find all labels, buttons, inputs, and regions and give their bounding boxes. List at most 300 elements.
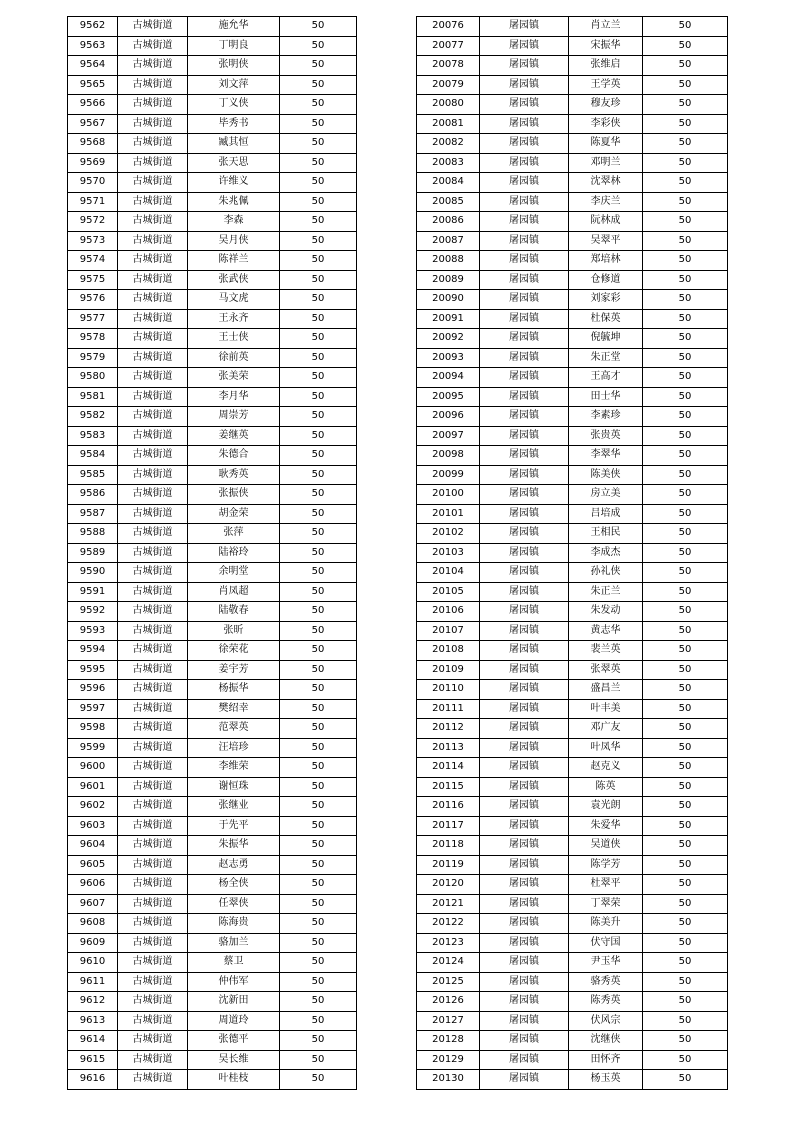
amount-cell: 50 — [280, 699, 357, 719]
amount-cell: 50 — [280, 602, 357, 622]
district-cell: 屠园镇 — [480, 621, 569, 641]
district-cell: 古城街道 — [118, 699, 188, 719]
district-cell: 古城街道 — [118, 504, 188, 524]
district-cell: 古城街道 — [118, 212, 188, 232]
table-row — [68, 641, 357, 661]
district-cell: 古城街道 — [118, 524, 188, 544]
name-cell: 李维荣 — [188, 758, 280, 778]
district-cell: 古城街道 — [118, 95, 188, 115]
name-cell: 朱德合 — [188, 446, 280, 466]
table-row — [68, 426, 357, 446]
amount-cell: 50 — [280, 17, 357, 37]
name-cell: 张振侠 — [188, 485, 280, 505]
serial-number-cell: 20100 — [417, 485, 480, 505]
district-cell: 屠园镇 — [480, 1031, 569, 1051]
serial-number-cell: 20081 — [417, 114, 480, 134]
name-cell: 丁明良 — [188, 36, 280, 56]
table-row — [417, 641, 728, 661]
name-cell: 陈秀英 — [569, 992, 643, 1012]
name-cell: 陈学芳 — [569, 855, 643, 875]
name-cell: 陈美侠 — [569, 465, 643, 485]
name-cell: 肖立兰 — [569, 17, 643, 37]
name-cell: 田士华 — [569, 387, 643, 407]
amount-cell: 50 — [280, 582, 357, 602]
table-row — [68, 368, 357, 388]
amount-cell: 50 — [280, 836, 357, 856]
district-cell: 屠园镇 — [480, 641, 569, 661]
table-row — [417, 446, 728, 466]
table-row — [417, 758, 728, 778]
serial-number-cell: 9572 — [68, 212, 118, 232]
name-cell: 伏守国 — [569, 933, 643, 953]
serial-number-cell: 20121 — [417, 894, 480, 914]
district-cell: 古城街道 — [118, 368, 188, 388]
serial-number-cell: 9605 — [68, 855, 118, 875]
amount-cell: 50 — [280, 797, 357, 817]
table-row — [417, 1050, 728, 1070]
amount-cell: 50 — [643, 36, 728, 56]
table-row — [68, 875, 357, 895]
name-cell: 田怀齐 — [569, 1050, 643, 1070]
name-cell: 盛昌兰 — [569, 680, 643, 700]
table-row — [417, 777, 728, 797]
amount-cell: 50 — [643, 758, 728, 778]
serial-number-cell: 20129 — [417, 1050, 480, 1070]
district-cell: 古城街道 — [118, 660, 188, 680]
district-cell: 古城街道 — [118, 953, 188, 973]
table-row — [68, 231, 357, 251]
district-cell: 屠园镇 — [480, 192, 569, 212]
district-cell: 古城街道 — [118, 1070, 188, 1090]
amount-cell: 50 — [643, 134, 728, 154]
district-cell: 屠园镇 — [480, 797, 569, 817]
amount-cell: 50 — [280, 368, 357, 388]
amount-cell: 50 — [643, 699, 728, 719]
name-cell: 张德平 — [188, 1031, 280, 1051]
name-cell: 李彩侠 — [569, 114, 643, 134]
serial-number-cell: 9602 — [68, 797, 118, 817]
amount-cell: 50 — [280, 933, 357, 953]
table-row — [417, 75, 728, 95]
district-cell: 古城街道 — [118, 543, 188, 563]
amount-cell: 50 — [280, 953, 357, 973]
table-row — [417, 660, 728, 680]
serial-number-cell: 9579 — [68, 348, 118, 368]
district-cell: 古城街道 — [118, 56, 188, 76]
amount-cell: 50 — [643, 777, 728, 797]
serial-number-cell: 20095 — [417, 387, 480, 407]
amount-cell: 50 — [643, 894, 728, 914]
district-cell: 古城街道 — [118, 914, 188, 934]
district-cell: 屠园镇 — [480, 173, 569, 193]
amount-cell: 50 — [643, 348, 728, 368]
name-cell: 樊绍幸 — [188, 699, 280, 719]
serial-number-cell: 9599 — [68, 738, 118, 758]
amount-cell: 50 — [643, 1070, 728, 1090]
district-cell: 屠园镇 — [480, 465, 569, 485]
district-cell: 古城街道 — [118, 329, 188, 349]
serial-number-cell: 20109 — [417, 660, 480, 680]
name-cell: 邓广友 — [569, 719, 643, 739]
amount-cell: 50 — [280, 231, 357, 251]
table-row — [417, 290, 728, 310]
name-cell: 阮林成 — [569, 212, 643, 232]
serial-number-cell: 20123 — [417, 933, 480, 953]
name-cell: 臧其恒 — [188, 134, 280, 154]
serial-number-cell: 9585 — [68, 465, 118, 485]
name-cell: 周道玲 — [188, 1011, 280, 1031]
table-row — [417, 719, 728, 739]
district-cell: 屠园镇 — [480, 875, 569, 895]
district-cell: 屠园镇 — [480, 914, 569, 934]
name-cell: 姜宇芳 — [188, 660, 280, 680]
amount-cell: 50 — [643, 797, 728, 817]
table-row — [417, 953, 728, 973]
name-cell: 陈美升 — [569, 914, 643, 934]
amount-cell: 50 — [643, 231, 728, 251]
amount-cell: 50 — [280, 348, 357, 368]
table-row — [68, 290, 357, 310]
name-cell: 沈新田 — [188, 992, 280, 1012]
table-row — [68, 36, 357, 56]
name-cell: 于先平 — [188, 816, 280, 836]
table-row — [68, 699, 357, 719]
district-cell: 屠园镇 — [480, 56, 569, 76]
table-row — [417, 329, 728, 349]
amount-cell: 50 — [280, 563, 357, 583]
district-cell: 古城街道 — [118, 465, 188, 485]
district-cell: 古城街道 — [118, 836, 188, 856]
district-cell: 屠园镇 — [480, 309, 569, 329]
amount-cell: 50 — [280, 192, 357, 212]
district-cell: 屠园镇 — [480, 719, 569, 739]
district-cell: 古城街道 — [118, 446, 188, 466]
table-row — [68, 777, 357, 797]
name-cell: 王学英 — [569, 75, 643, 95]
district-cell: 古城街道 — [118, 992, 188, 1012]
table-row — [417, 36, 728, 56]
name-cell: 骆秀英 — [569, 972, 643, 992]
name-cell: 毕秀书 — [188, 114, 280, 134]
name-cell: 张继业 — [188, 797, 280, 817]
name-cell: 刘文萍 — [188, 75, 280, 95]
serial-number-cell: 20085 — [417, 192, 480, 212]
name-cell: 李素珍 — [569, 407, 643, 427]
serial-number-cell: 20093 — [417, 348, 480, 368]
district-cell: 屠园镇 — [480, 738, 569, 758]
name-cell: 裴兰英 — [569, 641, 643, 661]
district-cell: 屠园镇 — [480, 153, 569, 173]
table-row — [417, 992, 728, 1012]
district-cell: 屠园镇 — [480, 75, 569, 95]
amount-cell: 50 — [280, 1070, 357, 1090]
serial-number-cell: 9570 — [68, 173, 118, 193]
serial-number-cell: 9573 — [68, 231, 118, 251]
amount-cell: 50 — [280, 56, 357, 76]
amount-cell: 50 — [280, 329, 357, 349]
table-row — [417, 465, 728, 485]
table-row — [68, 1070, 357, 1090]
name-cell: 杨玉英 — [569, 1070, 643, 1090]
name-cell: 赵志勇 — [188, 855, 280, 875]
district-cell: 屠园镇 — [480, 270, 569, 290]
serial-number-cell: 20103 — [417, 543, 480, 563]
table-row — [417, 1011, 728, 1031]
serial-number-cell: 9583 — [68, 426, 118, 446]
serial-number-cell: 9603 — [68, 816, 118, 836]
serial-number-cell: 20105 — [417, 582, 480, 602]
serial-number-cell: 9569 — [68, 153, 118, 173]
serial-number-cell: 20120 — [417, 875, 480, 895]
district-cell: 屠园镇 — [480, 855, 569, 875]
serial-number-cell: 20108 — [417, 641, 480, 661]
name-cell: 余明堂 — [188, 563, 280, 583]
amount-cell: 50 — [280, 738, 357, 758]
serial-number-cell: 20106 — [417, 602, 480, 622]
amount-cell: 50 — [643, 407, 728, 427]
serial-number-cell: 20107 — [417, 621, 480, 641]
serial-number-cell: 20117 — [417, 816, 480, 836]
name-cell: 吴月侠 — [188, 231, 280, 251]
serial-number-cell: 20091 — [417, 309, 480, 329]
district-cell: 屠园镇 — [480, 348, 569, 368]
name-cell: 吴翠平 — [569, 231, 643, 251]
table-row — [68, 465, 357, 485]
serial-number-cell: 9581 — [68, 387, 118, 407]
amount-cell: 50 — [643, 543, 728, 563]
table-row — [68, 855, 357, 875]
amount-cell: 50 — [643, 641, 728, 661]
amount-cell: 50 — [643, 816, 728, 836]
name-cell: 谢恒珠 — [188, 777, 280, 797]
serial-number-cell: 20112 — [417, 719, 480, 739]
amount-cell: 50 — [280, 992, 357, 1012]
district-cell: 古城街道 — [118, 719, 188, 739]
district-cell: 古城街道 — [118, 680, 188, 700]
district-cell: 古城街道 — [118, 270, 188, 290]
amount-cell: 50 — [280, 134, 357, 154]
table-row — [68, 251, 357, 271]
amount-cell: 50 — [643, 173, 728, 193]
serial-number-cell: 20092 — [417, 329, 480, 349]
serial-number-cell: 9606 — [68, 875, 118, 895]
name-cell: 李庆兰 — [569, 192, 643, 212]
serial-number-cell: 9615 — [68, 1050, 118, 1070]
amount-cell: 50 — [643, 465, 728, 485]
district-cell: 古城街道 — [118, 173, 188, 193]
serial-number-cell: 20078 — [417, 56, 480, 76]
serial-number-cell: 9611 — [68, 972, 118, 992]
name-cell: 袁光朗 — [569, 797, 643, 817]
serial-number-cell: 20088 — [417, 251, 480, 271]
serial-number-cell: 20127 — [417, 1011, 480, 1031]
table-row — [68, 992, 357, 1012]
amount-cell: 50 — [643, 387, 728, 407]
table-row — [417, 582, 728, 602]
serial-number-cell: 9571 — [68, 192, 118, 212]
serial-number-cell: 9597 — [68, 699, 118, 719]
table-row — [68, 719, 357, 739]
serial-number-cell: 9604 — [68, 836, 118, 856]
table-row — [68, 95, 357, 115]
table-row — [68, 17, 357, 37]
serial-number-cell: 9592 — [68, 602, 118, 622]
table-row — [68, 1031, 357, 1051]
amount-cell: 50 — [280, 621, 357, 641]
amount-cell: 50 — [643, 836, 728, 856]
name-cell: 张武侠 — [188, 270, 280, 290]
name-cell: 赵克义 — [569, 758, 643, 778]
table-row — [417, 797, 728, 817]
name-cell: 张维启 — [569, 56, 643, 76]
serial-number-cell: 20079 — [417, 75, 480, 95]
amount-cell: 50 — [643, 621, 728, 641]
name-cell: 汪培珍 — [188, 738, 280, 758]
amount-cell: 50 — [280, 426, 357, 446]
district-cell: 屠园镇 — [480, 524, 569, 544]
serial-number-cell: 9591 — [68, 582, 118, 602]
amount-cell: 50 — [643, 972, 728, 992]
serial-number-cell: 9567 — [68, 114, 118, 134]
name-cell: 郑培林 — [569, 251, 643, 271]
table-row — [417, 699, 728, 719]
district-cell: 屠园镇 — [480, 1070, 569, 1090]
table-row — [68, 407, 357, 427]
name-cell: 王士侠 — [188, 329, 280, 349]
name-cell: 仲伟军 — [188, 972, 280, 992]
district-cell: 古城街道 — [118, 816, 188, 836]
district-cell: 屠园镇 — [480, 836, 569, 856]
serial-number-cell: 20080 — [417, 95, 480, 115]
district-cell: 古城街道 — [118, 75, 188, 95]
amount-cell: 50 — [280, 719, 357, 739]
serial-number-cell: 20102 — [417, 524, 480, 544]
table-row — [68, 563, 357, 583]
serial-number-cell: 9586 — [68, 485, 118, 505]
amount-cell: 50 — [280, 465, 357, 485]
serial-number-cell: 9598 — [68, 719, 118, 739]
name-cell: 沈翠林 — [569, 173, 643, 193]
table-row — [68, 387, 357, 407]
name-cell: 杨全侠 — [188, 875, 280, 895]
serial-number-cell: 9609 — [68, 933, 118, 953]
table-row — [68, 153, 357, 173]
district-cell: 古城街道 — [118, 1011, 188, 1031]
table-row — [68, 933, 357, 953]
district-cell: 屠园镇 — [480, 543, 569, 563]
district-cell: 古城街道 — [118, 933, 188, 953]
serial-number-cell: 9614 — [68, 1031, 118, 1051]
table-row — [68, 309, 357, 329]
district-cell: 古城街道 — [118, 387, 188, 407]
name-cell: 王相民 — [569, 524, 643, 544]
district-cell: 屠园镇 — [480, 95, 569, 115]
name-cell: 陈祥兰 — [188, 251, 280, 271]
name-cell: 尹玉华 — [569, 953, 643, 973]
amount-cell: 50 — [643, 329, 728, 349]
amount-cell: 50 — [643, 446, 728, 466]
name-cell: 肖凤超 — [188, 582, 280, 602]
name-cell: 房立美 — [569, 485, 643, 505]
name-cell: 朱正堂 — [569, 348, 643, 368]
table-row — [68, 914, 357, 934]
table-row — [417, 426, 728, 446]
district-cell: 古城街道 — [118, 602, 188, 622]
district-cell: 屠园镇 — [480, 602, 569, 622]
amount-cell: 50 — [643, 660, 728, 680]
table-row — [68, 348, 357, 368]
name-cell: 孙礼侠 — [569, 563, 643, 583]
district-cell: 古城街道 — [118, 563, 188, 583]
serial-number-cell: 20126 — [417, 992, 480, 1012]
district-cell: 古城街道 — [118, 738, 188, 758]
serial-number-cell: 20114 — [417, 758, 480, 778]
serial-number-cell: 9616 — [68, 1070, 118, 1090]
table-row — [417, 602, 728, 622]
serial-number-cell: 9564 — [68, 56, 118, 76]
amount-cell: 50 — [280, 270, 357, 290]
amount-cell: 50 — [280, 1011, 357, 1031]
district-cell: 屠园镇 — [480, 446, 569, 466]
table-row — [68, 836, 357, 856]
name-cell: 张明侠 — [188, 56, 280, 76]
name-cell: 胡金荣 — [188, 504, 280, 524]
table-row — [417, 153, 728, 173]
table-row — [417, 212, 728, 232]
serial-number-cell: 20104 — [417, 563, 480, 583]
name-cell: 张昕 — [188, 621, 280, 641]
right-table-body — [417, 17, 728, 1090]
table-row — [417, 680, 728, 700]
serial-number-cell: 20110 — [417, 680, 480, 700]
serial-number-cell: 20119 — [417, 855, 480, 875]
serial-number-cell: 20084 — [417, 173, 480, 193]
amount-cell: 50 — [280, 387, 357, 407]
left-table — [67, 16, 357, 1090]
name-cell: 施允华 — [188, 17, 280, 37]
amount-cell: 50 — [280, 1031, 357, 1051]
name-cell: 黄志华 — [569, 621, 643, 641]
table-row — [68, 1050, 357, 1070]
district-cell: 古城街道 — [118, 348, 188, 368]
district-cell: 屠园镇 — [480, 699, 569, 719]
name-cell: 姜继英 — [188, 426, 280, 446]
name-cell: 张美荣 — [188, 368, 280, 388]
amount-cell: 50 — [643, 933, 728, 953]
name-cell: 叶凤华 — [569, 738, 643, 758]
district-cell: 古城街道 — [118, 758, 188, 778]
table-row — [68, 797, 357, 817]
district-cell: 古城街道 — [118, 134, 188, 154]
table-row — [68, 621, 357, 641]
name-cell: 徐荣花 — [188, 641, 280, 661]
amount-cell: 50 — [280, 75, 357, 95]
district-cell: 屠园镇 — [480, 368, 569, 388]
amount-cell: 50 — [280, 407, 357, 427]
district-cell: 屠园镇 — [480, 680, 569, 700]
table-row — [417, 816, 728, 836]
name-cell: 陈夏华 — [569, 134, 643, 154]
amount-cell: 50 — [643, 17, 728, 37]
name-cell: 陆裕玲 — [188, 543, 280, 563]
table-row — [68, 56, 357, 76]
name-cell: 吴道侠 — [569, 836, 643, 856]
amount-cell: 50 — [643, 270, 728, 290]
name-cell: 王永齐 — [188, 309, 280, 329]
amount-cell: 50 — [280, 660, 357, 680]
table-row — [68, 582, 357, 602]
table-row — [68, 680, 357, 700]
